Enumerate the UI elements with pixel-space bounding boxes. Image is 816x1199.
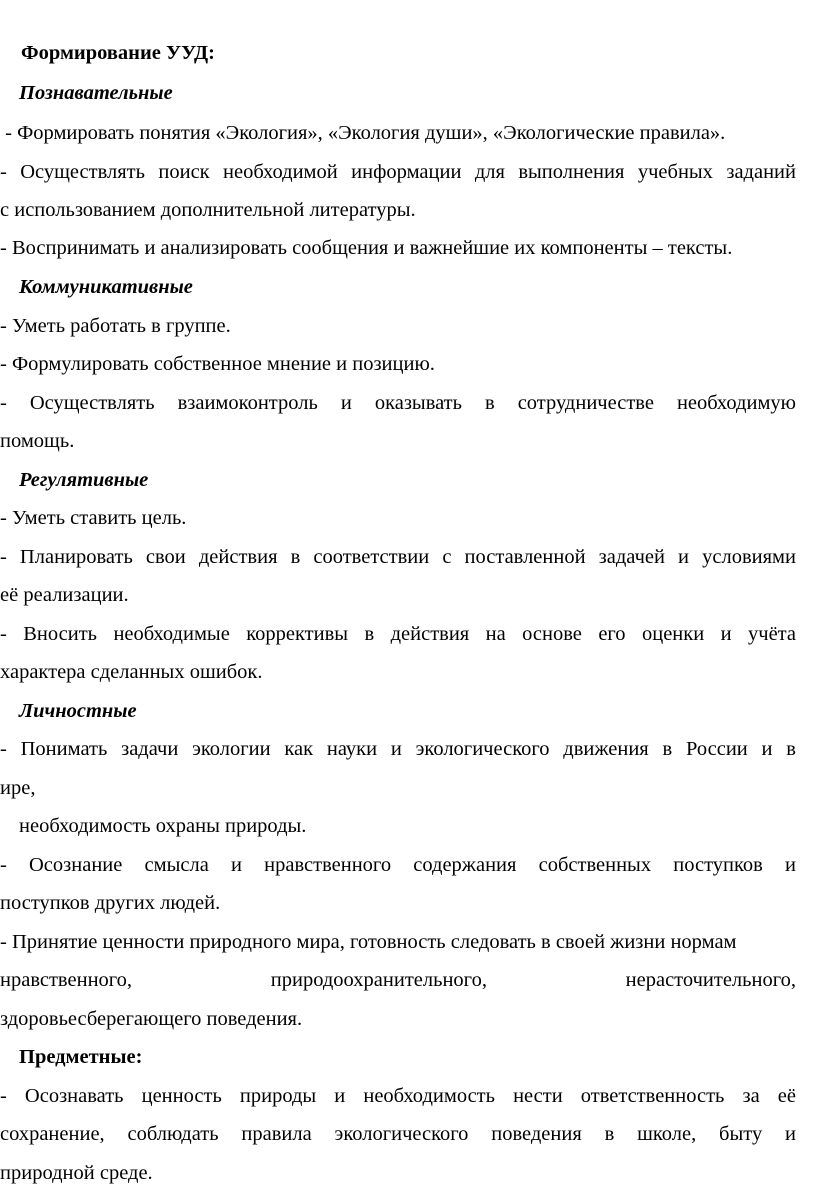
section-heading-personal: Личностные — [19, 700, 137, 722]
paragraph-line: поступков других людей. — [0, 892, 221, 914]
paragraph-line: нравственного, природоохранительного, нерасточительного, — [0, 969, 796, 991]
paragraph-line: - Воспринимать и анализировать сообщения и важнейшие их компоненты – тексты. — [0, 237, 733, 259]
paragraph-line: - Вносить необходимые коррективы в действия на основе его оценки и учёта — [0, 623, 796, 645]
paragraph-line: с использованием дополнительной литературы. — [0, 199, 416, 221]
paragraph-line: - Формировать понятия «Экология», «Экология души», «Экологические правила». — [0, 122, 726, 144]
paragraph-line: характера сделанных ошибок. — [0, 661, 263, 683]
paragraph-line: - Понимать задачи экологии как науки и экологического движения в России и в — [0, 738, 796, 760]
paragraph-line: её реализации. — [0, 584, 129, 606]
paragraph-line: - Осознание смысла и нравственного содержания собственных поступков и — [0, 854, 796, 876]
paragraph-line: помощь. — [0, 430, 75, 452]
paragraph-line: - Принятие ценности природного мира, готовность следовать в своей жизни нормам — [0, 931, 737, 953]
paragraph-line: необходимость охраны природы. — [19, 815, 307, 837]
paragraph-line: ире, — [0, 777, 36, 799]
paragraph-line: - Осознавать ценность природы и необходимость нести ответственность за её — [0, 1085, 796, 1107]
paragraph-line: - Осуществлять взаимоконтроль и оказывать в сотрудничестве необходимую — [0, 392, 796, 414]
paragraph-line: природной среде. — [0, 1162, 153, 1184]
section-heading-cognitive: Познавательные — [19, 82, 173, 104]
section-heading-subject: Предметные: — [19, 1046, 143, 1068]
paragraph-line: - Планировать свои действия в соответствии с поставленной задачей и условиями — [0, 546, 796, 568]
section-heading-communicative: Коммуникативные — [19, 276, 193, 298]
paragraph-line: сохранение, соблюдать правила экологического поведения в школе, быту и — [0, 1123, 796, 1145]
paragraph-line: здоровьесберегающего поведения. — [0, 1008, 303, 1030]
paragraph-line: - Уметь ставить цель. — [0, 507, 187, 529]
paragraph-line: - Формулировать собственное мнение и позицию. — [0, 353, 435, 375]
section-heading-regulatory: Регулятивные — [19, 469, 149, 491]
paragraph-line: - Осуществлять поиск необходимой информации для выполнения учебных заданий — [0, 161, 796, 183]
paragraph-line: - Уметь работать в группе. — [0, 315, 231, 337]
document-title: Формирование УУД: — [21, 42, 215, 64]
